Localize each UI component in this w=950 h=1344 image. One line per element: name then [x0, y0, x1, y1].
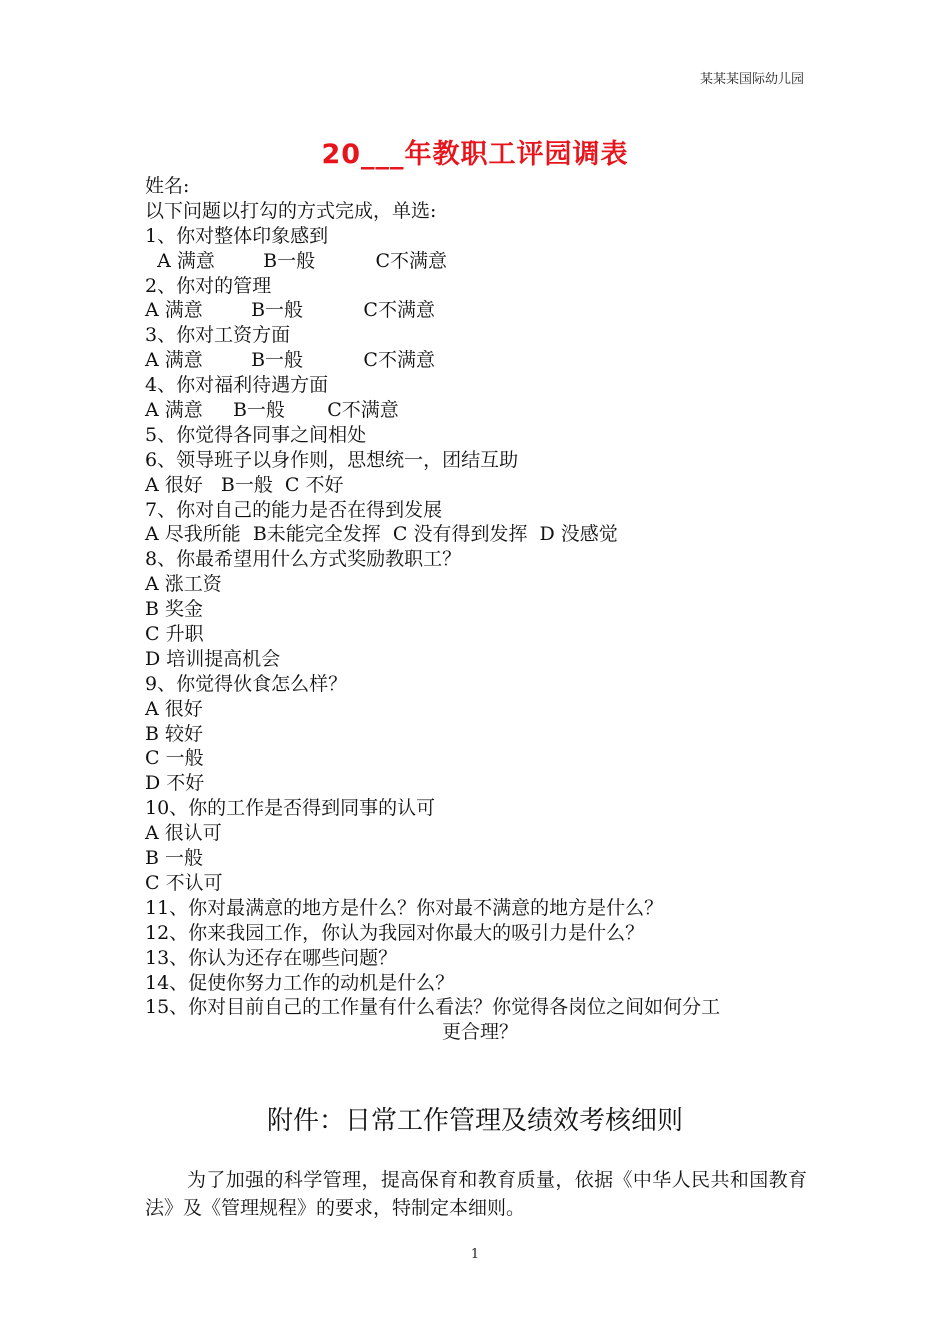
question-9-option-d: D 不好	[145, 772, 205, 795]
document-title: 20___年教职工评园调表	[321, 139, 629, 170]
question-8-option-b: B 奖金	[145, 598, 204, 621]
question-3-options: A 满意 B一般 C不满意	[145, 349, 435, 372]
question-13: 13、你认为还存在哪些问题？	[145, 946, 398, 969]
question-2: 2、你对的管理	[145, 274, 272, 297]
page-number: 1	[470, 1247, 480, 1262]
question-2-options: A 满意 B一般 C不满意	[145, 299, 435, 322]
question-7-options: A 尽我所能 B未能完全发挥 C 没有得到发挥 D 没感觉	[145, 523, 618, 546]
question-6: 6、领导班子以身作则，思想统一，团结互助	[145, 448, 519, 471]
question-1-options: A 满意 B一般 C不满意	[145, 249, 448, 272]
question-15: 15、你对目前自己的工作量有什么看法？你觉得各岗位之间如何分工	[145, 996, 721, 1019]
appendix-intro-paragraph: 为了加强的科学管理，提高保育和教育质量，依据《中华人民共和国教育法》及《管理规程》的要求，特制定本细则。	[145, 1169, 807, 1219]
instruction-line: 以下问题以打勾的方式完成，单选:	[145, 199, 437, 222]
question-1: 1、你对整体印象感到	[145, 224, 329, 247]
question-10-option-a: A 很认可	[145, 822, 222, 845]
question-9-option-b: B 较好	[145, 722, 204, 745]
question-4: 4、你对福利待遇方面	[145, 374, 329, 397]
question-11: 11、你对最满意的地方是什么？你对最不满意的地方是什么？	[145, 896, 664, 919]
question-12: 12、你来我园工作，你认为我园对你最大的吸引力是什么？	[145, 921, 645, 944]
question-15-continuation: 更合理？	[441, 1021, 518, 1044]
question-7: 7、你对自己的能力是否在得到发展	[145, 498, 443, 521]
question-9: 9、你觉得伙食怎么样？	[145, 672, 348, 695]
question-8-option-c: C 升职	[145, 623, 204, 646]
question-9-option-a: A 很好	[145, 697, 203, 720]
survey-body	[145, 174, 815, 1045]
appendix-title: 附件：日常工作管理及绩效考核细则	[266, 1106, 683, 1136]
name-field-line: 姓名:	[145, 175, 190, 197]
question-8-option-a: A 涨工资	[145, 573, 222, 596]
question-4-options: A 满意 B一般 C不满意	[145, 399, 399, 422]
question-5: 5、你觉得各同事之间相处	[145, 423, 367, 446]
question-10-option-c: C 不认可	[145, 871, 223, 894]
question-10: 10、你的工作是否得到同事的认可	[145, 797, 436, 820]
question-14: 14、促使你努力工作的动机是什么？	[145, 971, 455, 994]
question-9-option-c: C 一般	[145, 747, 204, 770]
header-organization: 某某某国际幼儿园	[699, 72, 804, 87]
question-10-option-b: B 一般	[145, 847, 204, 870]
question-3: 3、你对工资方面	[145, 324, 291, 347]
question-8-option-d: D 培训提高机会	[145, 647, 281, 670]
question-8: 8、你最希望用什么方式奖励教职工？	[145, 548, 462, 571]
question-6-options: A 很好 B一般 C 不好	[145, 473, 344, 496]
